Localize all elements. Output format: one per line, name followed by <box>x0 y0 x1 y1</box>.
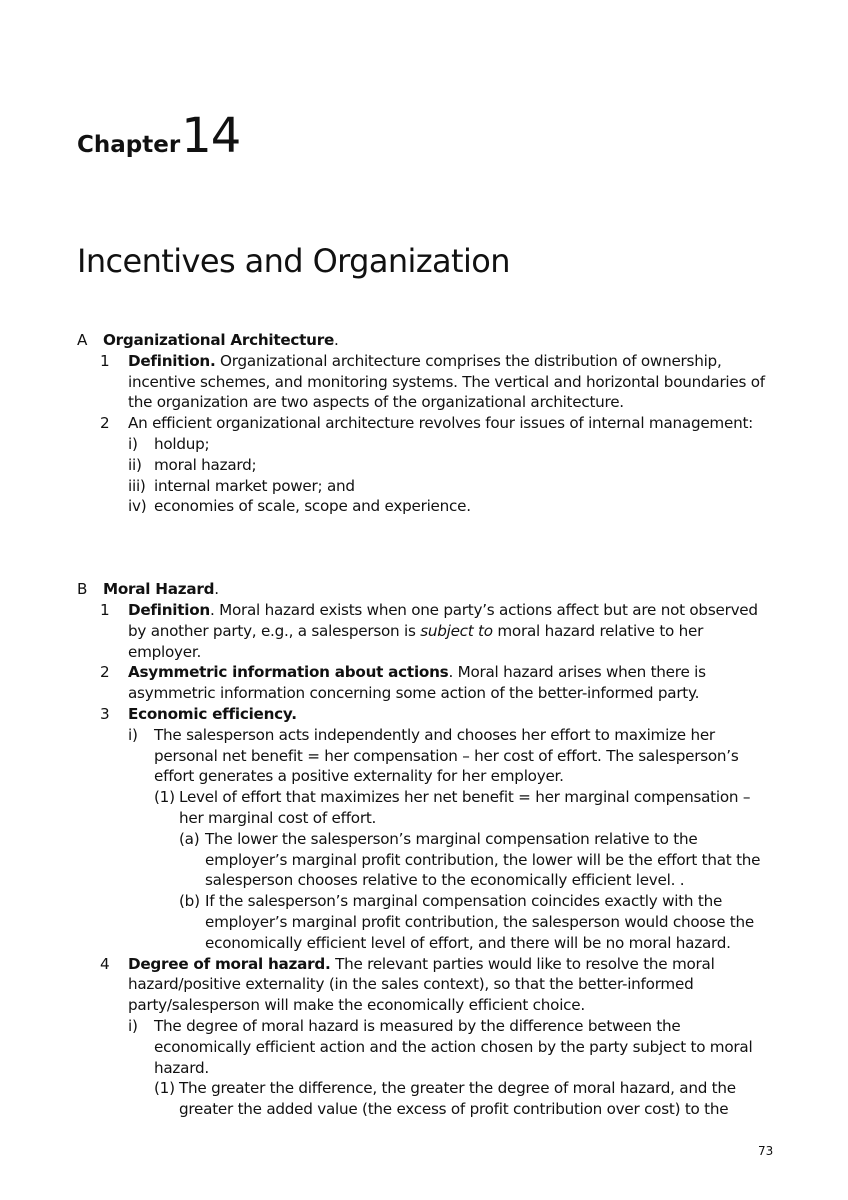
sub-item-text: moral hazard; <box>154 455 257 474</box>
item-text: . Moral hazard arises when there is asymmetric information concerning some action of the better-informed party. <box>128 663 706 703</box>
sub-item-text: The degree of moral hazard is measured by the difference between the economically efficient action and the action chosen by the party subject to moral hazard. <box>154 1016 753 1077</box>
sub-sub-item-text: The greater the difference, the greater the degree of moral hazard, and the greater the added value (the excess of profit contribution over cost) to the <box>179 1079 736 1119</box>
section-title-tail: . <box>214 580 219 599</box>
chapter-heading <box>77 108 240 164</box>
item-marker: 3 <box>100 704 110 723</box>
item-marker: 1 <box>100 351 110 370</box>
sub-sub-sub-item-text: The lower the salesperson’s marginal compensation relative to the employer’s marginal profit contribution, the lower will be the effort that the salesperson chooses relative to the economically efficient level. . <box>205 829 761 890</box>
sub-sub-item-text: Level of effort that maximizes her net benefit = her marginal compensation – her marginal cost of effort. <box>179 788 751 827</box>
sub-sub-item-marker: (1) <box>154 788 175 807</box>
sub-sub-sub-item-text: If the salesperson’s marginal compensation coincides exactly with the employer’s marginal profit contribution, the salesperson would choose the economically efficient level of effort, and there will be no moral hazard. <box>205 892 754 952</box>
sub-item-text: economies of scale, scope and experience. <box>154 497 471 516</box>
sub-list-item <box>77 476 777 497</box>
sub-item-marker: i) <box>128 725 138 744</box>
sub-list-item <box>77 496 777 517</box>
item-lead: Definition <box>128 600 210 619</box>
section-title-tail: . <box>334 331 339 349</box>
item-marker: 2 <box>100 663 110 682</box>
sub-item-marker: iii) <box>128 476 146 495</box>
section-heading <box>77 579 777 600</box>
item-marker: 2 <box>100 414 110 433</box>
item-text: The relevant parties would like to resolve the moral hazard/positive externality (in the sales context), so that the better-informed party/salesperson will make the economically efficient choice. <box>128 954 715 1015</box>
item-emphasis: subject to <box>420 621 493 640</box>
sub-item-marker: i) <box>128 434 138 453</box>
sub-list-item <box>77 434 777 455</box>
section-organizational-architecture <box>77 330 777 517</box>
list-item <box>77 704 777 725</box>
chapter-label: Chapter <box>77 132 181 158</box>
list-item <box>77 600 777 662</box>
sub-sub-sub-item-marker: (a) <box>179 829 200 848</box>
sub-item-marker: ii) <box>128 455 142 474</box>
sub-list-item <box>77 455 777 476</box>
list-item <box>77 662 777 704</box>
section-heading <box>77 330 777 351</box>
item-lead: Economic efficiency <box>128 704 292 723</box>
sub-sub-sub-item-marker: (b) <box>179 892 200 911</box>
sub-sub-list-item <box>77 1078 777 1120</box>
section-title: Moral Hazard <box>103 580 215 599</box>
chapter-title: Incentives and Organization <box>77 242 510 280</box>
sub-item-text: The salesperson acts independently and chooses her effort to maximize her personal net benefit = her compensation – her cost of effort. The salesperson’s effort generates a positive externality for her employer. <box>154 725 739 786</box>
sub-item-marker: iv) <box>128 497 147 516</box>
list-item <box>77 351 777 413</box>
item-lead: Definition. <box>128 351 216 370</box>
section-title: Organizational Architecture <box>103 331 335 349</box>
page-number: 73 <box>758 1144 774 1158</box>
sub-sub-item-marker: (1) <box>154 1079 175 1098</box>
sub-list-item <box>77 725 777 787</box>
item-marker: 1 <box>100 600 110 619</box>
item-marker: 4 <box>100 954 110 973</box>
sub-list-item <box>77 1016 777 1078</box>
item-lead: Degree of moral hazard. <box>128 954 331 973</box>
list-item <box>77 954 777 1016</box>
section-marker: B <box>77 580 88 599</box>
document-body <box>77 330 777 1182</box>
section-marker: A <box>77 331 88 349</box>
item-text: . Moral hazard exists when one party’s actions affect but are not observed by another party, e.g., a salesperson is <box>128 600 758 640</box>
sub-item-text: holdup; <box>154 434 210 453</box>
section-moral-hazard <box>77 579 777 1120</box>
item-text: An efficient organizational architecture revolves four issues of internal management: <box>128 414 754 433</box>
chapter-number: 14 <box>181 108 241 164</box>
item-lead-tail: . <box>291 704 297 723</box>
sub-item-text: internal market power; and <box>154 476 355 495</box>
sub-sub-sub-list-item <box>77 891 777 953</box>
sub-item-marker: i) <box>128 1016 138 1035</box>
sub-sub-list-item <box>77 787 777 829</box>
sub-sub-sub-list-item <box>77 829 777 891</box>
item-text-tail: moral hazard relative to her employer. <box>128 621 704 661</box>
item-text: Organizational architecture comprises the distribution of ownership, incentive schemes, and monitoring systems. The vertical and horizontal boundaries of the organization are two aspects of the organizational architecture. <box>128 351 765 412</box>
item-lead: Asymmetric information about actions <box>128 663 449 682</box>
list-item <box>77 413 777 434</box>
